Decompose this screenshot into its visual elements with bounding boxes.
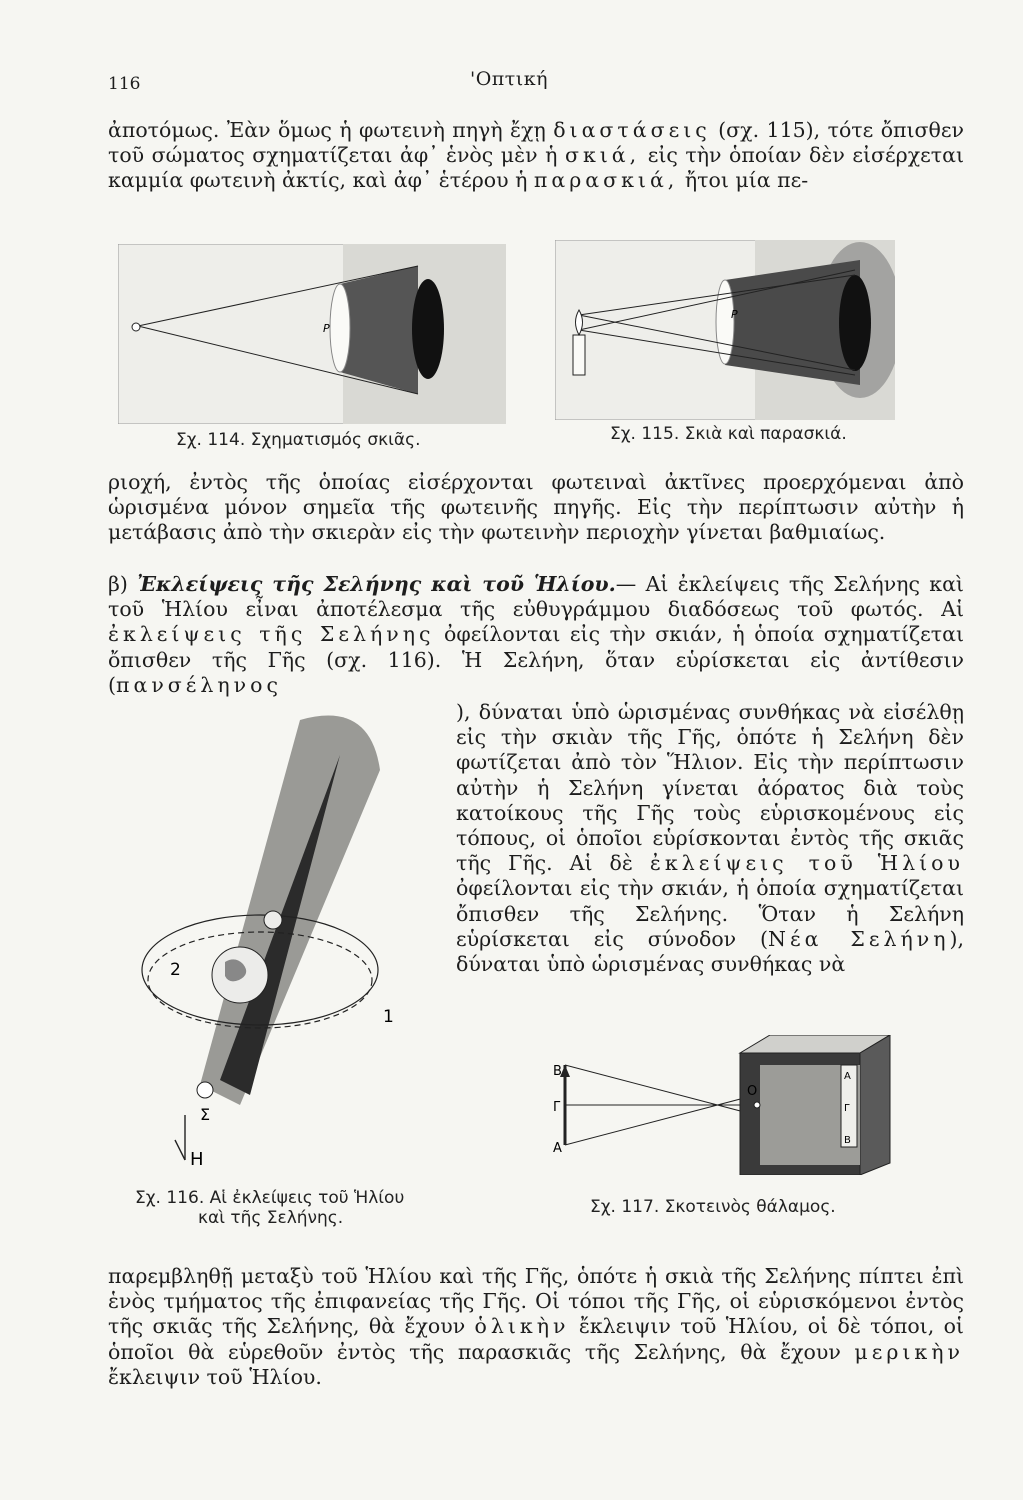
label-b-image: Β (844, 1135, 851, 1146)
spaced-term: Νέα Σελήνη (768, 926, 950, 951)
paragraph-eclipses-wrap (456, 700, 964, 977)
spaced-term: σκιά, (564, 143, 641, 168)
spaced-term: ἐκλείψεις τοῦ Ἡλίου (649, 851, 964, 876)
caption-line: καὶ τῆς Σελήνης. (198, 1208, 344, 1228)
point-source (132, 323, 140, 331)
text-run: ἀποτόμως. Ἐὰν ὅμως ἡ φωτεινὴ πηγὴ ἔχῃ (108, 118, 546, 142)
label-a: Α (553, 1141, 562, 1156)
text-run: — Αἱ ἐκλείψεις τῆς Σελήνης καὶ τοῦ Ἡλίου εἶναι ἀποτέλεσμα τῆς εὐθυγράμμου διαδόσεως τοῦ φωτός. Αἱ (108, 572, 964, 622)
label-g: Γ (553, 1100, 561, 1115)
observer-point (197, 1082, 213, 1098)
text-run: ὀφείλονται εἰς τὴν σκιάν, ἡ ὁποία σχηματίζεται ὄπισθεν τῆς Γῆς (σχ. 116). Ἡ Σελήνη, ὅταν εὑρίσκεται εἰς ἀντίθεσιν ( (108, 622, 964, 697)
spaced-term: παρασκιά, (533, 168, 679, 193)
running-title: 'Οπτική (470, 68, 549, 90)
label-sigma: Σ (200, 1105, 211, 1124)
text-run: παρεμβληθῇ μεταξὺ τοῦ Ἡλίου καὶ τῆς Γῆς, ὁπότε ἡ σκιὰ τῆς Σελήνης πίπτει ἐπὶ ἑνὸς τμήματος τῆς ἐπιφανείας τῆς Γῆς. Οἱ τόποι τῆς Γῆς, οἱ εὑρισκόμενοι ἐντὸς τῆς σκιᾶς τῆς Σελήνης, θὰ ἔχουν (108, 1264, 964, 1339)
text-run: ), δύναται ὑπὸ ὡρισμένας συνθήκας νὰ (456, 926, 964, 977)
text-run: ἔκλειψιν τοῦ Ἡλίου, οἱ δὲ τόποι, οἱ ὁποῖοι θὰ εὑρεθοῦν ἐντὸς τῆς παρασκιᾶς τῆς Σελήνης, θὰ ἔχουν (108, 1314, 964, 1364)
section-label: β) (108, 572, 128, 596)
figure-117 (545, 1035, 905, 1175)
figure-115 (555, 240, 895, 420)
text-run: εἰς τὴν ὁποίαν δὲν εἰσέρχεται καμμία φωτεινὴ ἀκτίς, καὶ ἀφ᾽ ἑτέρου ἡ (108, 143, 964, 193)
camera-obscura-illustration (545, 1035, 905, 1175)
caption-fig-117: Σχ. 117. Σκοτεινὸς θάλαμος. (590, 1197, 836, 1217)
label-2: 2 (170, 960, 181, 980)
spaced-term: διαστάσεις (553, 118, 711, 142)
caption-fig-116 (135, 1188, 435, 1228)
label-a-image: Α (844, 1071, 851, 1082)
label-g-image: Γ (844, 1103, 850, 1114)
spaced-term: ἐκλείψεις τῆς Σελήνης (108, 622, 435, 647)
page-number: 116 (108, 74, 141, 94)
shadow-spot (412, 279, 444, 379)
label-p: P (323, 322, 330, 335)
figure-114 (118, 244, 506, 424)
text-run: ἔκλειψιν τοῦ Ἡλίου. (108, 1364, 322, 1389)
paragraph-solar-eclipse (108, 1264, 964, 1390)
figure-116 (130, 700, 440, 1180)
candle (573, 335, 585, 375)
caption-fig-115: Σχ. 115. Σκιὰ καὶ παρασκιά. (610, 424, 847, 444)
opaque-ball (330, 284, 350, 372)
box-side (860, 1035, 890, 1175)
label-b: Β (553, 1064, 562, 1079)
section-heading: Ἐκλείψεις τῆς Σελήνης καὶ τοῦ Ἡλίου. (137, 572, 616, 596)
text-run: ἤτοι μία πε- (684, 168, 809, 193)
caption-line: Σχ. 116. Αἱ ἐκλείψεις τοῦ Ἡλίου (135, 1188, 405, 1208)
spaced-term: ὁλικὴν (474, 1314, 570, 1339)
pinhole (754, 1102, 760, 1108)
text-run: ὀφείλονται εἰς τὴν σκιάν, ἡ ὁποία σχηματίζεται ὄπισθεν τῆς Σελήνης. Ὅταν ἡ Σελήνη εὑρίσκεται εἰς σύνοδον ( (456, 876, 964, 951)
label-p: P (731, 308, 738, 321)
umbra-penumbra-illustration (555, 240, 895, 420)
paragraph-eclipses (108, 572, 964, 698)
label-1: 1 (383, 1007, 394, 1027)
text-run: ), δύναται ὑπὸ ὡρισμένας συνθήκας νὰ εἰσέλθῃ εἰς τὴν σκιὰν τῆς Γῆς, ὁπότε ἡ Σελήνη δὲν φωτίζεται ἀπὸ τὸν Ἥλιον. Εἰς τὴν περίπτωσιν αὐτὴν ἡ Σελήνη γίνεται ἀόρατος διὰ τοὺς κατοίκους τῆς Γῆς τοὺς εὑρισκομένους εἰς τόπους, οἱ ὁποῖοι εὑρίσκονται ἐντὸς τῆς σκιᾶς τῆς Γῆς. Αἱ δὲ (456, 700, 964, 876)
text-run: (σχ. 115), τότε ὄπισθεν τοῦ σώματος σχηματίζεται ἀφ᾽ ἑνὸς μὲν ἡ (108, 118, 964, 168)
caption-fig-114: Σχ. 114. Σχηματισμός σκιᾶς. (176, 430, 421, 450)
label-h: Η (190, 1149, 204, 1170)
spaced-term: μερικὴν (854, 1339, 964, 1364)
eclipse-illustration (130, 700, 440, 1180)
shadow-cone (340, 266, 418, 394)
sun-direction-arrow (175, 1140, 185, 1160)
label-o: Ο (747, 1084, 758, 1099)
spaced-term: πανσέληνος (116, 672, 282, 697)
paragraph-shadow-intro (108, 118, 964, 194)
paragraph-penumbra: ριοχή, ἐντὸς τῆς ὁποίας εἰσέρχονται φωτειναὶ ἀκτῖνες προερχόμεναι ἀπὸ ὡρισμένα μόνον σημεῖα τῆς φωτεινῆς πηγῆς. Εἰς τὴν περίπτωσιν αὐτὴν ἡ μετάβασις ἀπὸ τὴν σκιερὰν εἰς τὴν φωτεινὴν περιοχὴν γίνεται βαθμιαίως. (108, 470, 964, 545)
shadow-formation-illustration (118, 244, 506, 424)
umbra-spot (839, 275, 871, 371)
moon-in-shadow (264, 911, 282, 929)
